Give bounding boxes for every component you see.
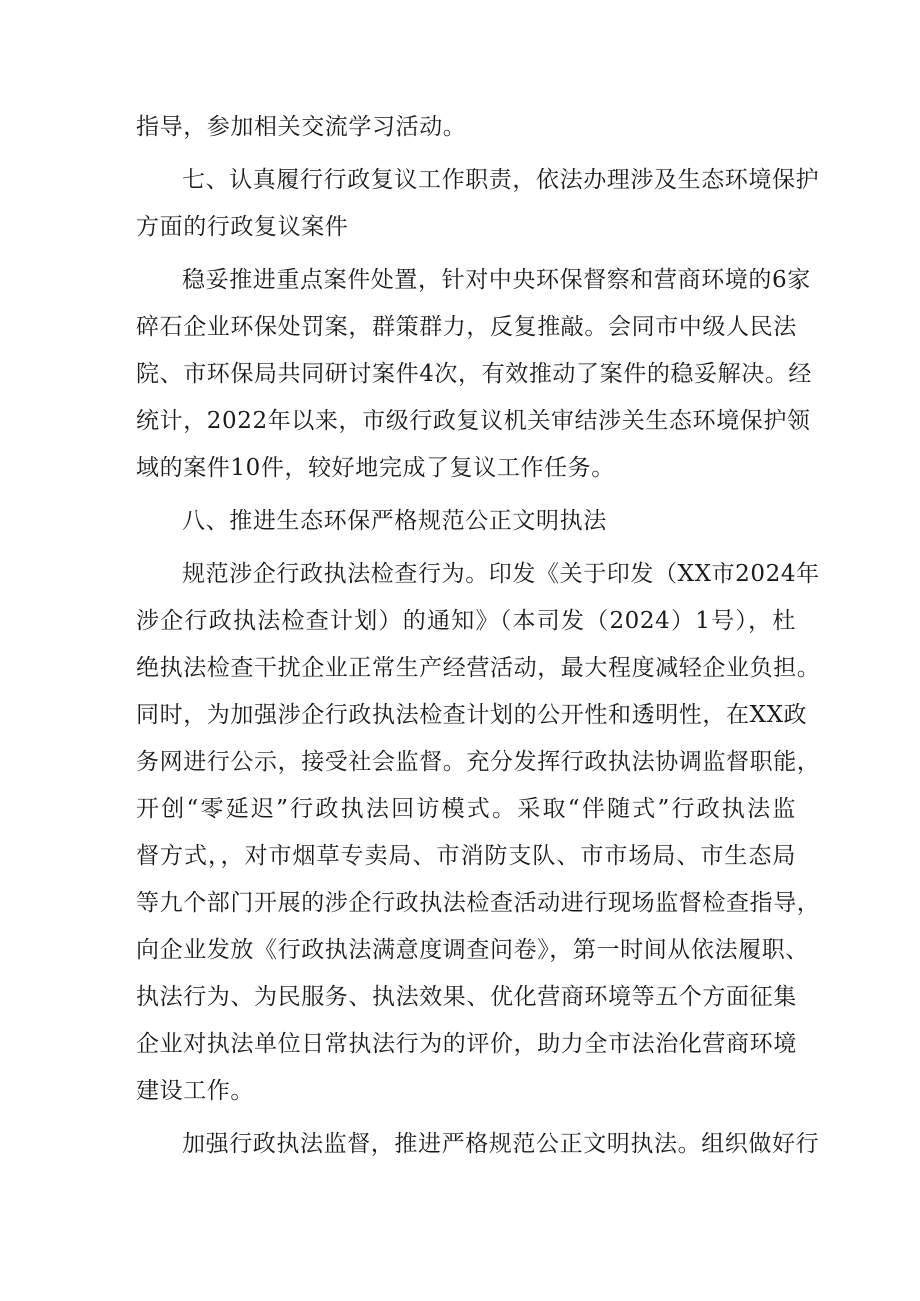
paragraph-cases-line-5: 域的案件10件，较好地完成了复议工作任务。 bbox=[136, 455, 615, 481]
paragraph-cases-line-2: 碎石企业环保处罚案，群策群力，反复推敲。会同市中级人民法 bbox=[136, 314, 797, 340]
paragraph-enforcement-line-7: 督方式，，对市烟草专卖局、市消防支队、市市场局、市生态局 bbox=[136, 843, 796, 869]
paragraph-cases-line-1: 稳妥推进重点案件处置，针对中央环保督察和营商环境的6家 bbox=[182, 267, 811, 293]
paragraph-enforcement-line-9: 向企业发放《行政执法满意度调查问卷》，第一时间从依法履职、 bbox=[136, 937, 809, 963]
paragraph-enforcement-line-1: 规范涉企行政执法检查行为。印发《关于印发（XX市2024年 bbox=[182, 561, 820, 587]
paragraph-supervision-line-1: 加强行政执法监督，推进严格规范公正文明执法。组织做好行 bbox=[182, 1131, 820, 1157]
document-body bbox=[136, 104, 821, 1168]
paragraph-enforcement-line-8: 等九个部门开展的涉企行政执法检查活动进行现场监督检查指导， bbox=[136, 890, 821, 916]
paragraph-enforcement-line-6: 开创“零延迟”行政执法回访模式。采取“伴随式”行政执法监 bbox=[136, 796, 796, 822]
paragraph-cases-line-3: 院、市环保局共同研讨案件4次，有效推动了案件的稳妥解决。经 bbox=[136, 361, 813, 387]
paragraph-enforcement-line-5: 务网进行公示，接受社会监督。充分发挥行政执法协调监督职能， bbox=[136, 749, 821, 775]
paragraph-enforcement-line-3: 绝执法检查干扰企业正常生产经营活动，最大程度减轻企业负担。 bbox=[136, 655, 821, 681]
section-heading-8-line-1: 八、推进生态环保严格规范公正文明执法 bbox=[182, 508, 607, 534]
section-heading-7-line-2: 方面的行政复议案件 bbox=[136, 214, 349, 240]
paragraph-enforcement-line-10: 执法行为、为民服务、执法效果、优化营商环境等五个方面征集 bbox=[136, 984, 797, 1010]
paragraph-enforcement-line-12: 建设工作。 bbox=[136, 1078, 254, 1104]
paragraph-continuation-line-1: 指导，参加相关交流学习活动。 bbox=[136, 114, 467, 140]
paragraph-enforcement-line-2: 涉企行政执法检查计划）的通知》（本司发（2024）1号），杜 bbox=[136, 608, 796, 634]
paragraph-cases-line-4: 统计，2022年以来，市级行政复议机关审结涉关生态环境保护领 bbox=[136, 408, 811, 434]
paragraph-enforcement-line-4: 同时，为加强涉企行政执法检查计划的公开性和透明性，在XX政 bbox=[136, 702, 808, 728]
section-heading-7-line-1: 七、认真履行行政复议工作职责，依法办理涉及生态环境保护 bbox=[182, 167, 820, 193]
paragraph-enforcement-line-11: 企业对执法单位日常执法行为的评价，助力全市法治化营商环境 bbox=[136, 1031, 797, 1057]
